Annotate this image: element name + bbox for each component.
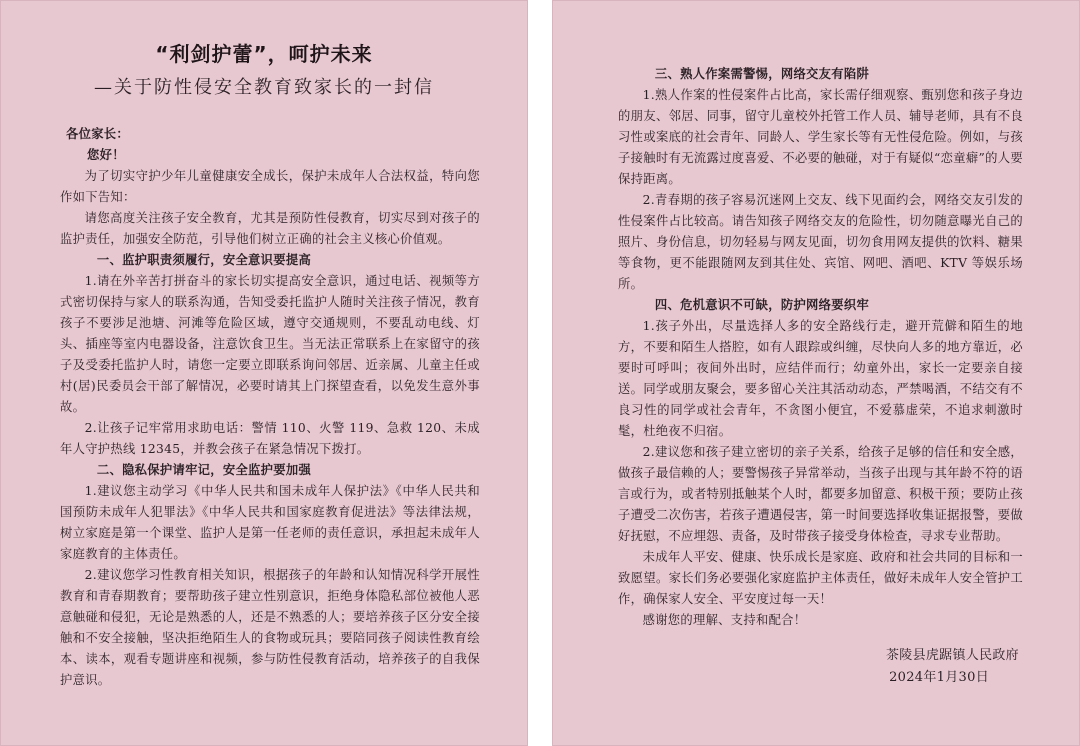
section-paragraph: 2.建议您学习性教育相关知识，根据孩子的年龄和认知情况科学开展性教育和青春期教育；要帮助孩子建立性别意识，拒绝身体隐私部位被他人恶意触碰和侵犯，无论是熟悉的人，还是不熟悉的人；要培养孩子区分安全接触和不安全接触，坚决拒绝陌生人的食物或玩具；要陪同孩子阅读性教育绘本、读本，观看专题讲座和视频，参与防性侵教育活动，培养孩子的自我保护意识。	[60, 568, 480, 687]
section-heading: 四、危机意识不可缺，防护网络要织牢	[654, 298, 870, 312]
letter-body-right	[618, 64, 1023, 689]
section-paragraph: 2.青春期的孩子容易沉迷网上交友、线下见面约会，网络交友引发的性侵案件占比较高。请告知孩子网络交友的危险性，切勿随意曝光自己的照片、身份信息，切勿轻易与网友见面，切勿食用网友提供的饮料、糖果等食物，更不能跟随网友到其住处、宾馆、网吧、酒吧、KTV 等娱乐场所。	[618, 193, 1023, 291]
intro-paragraph: 为了切实守护少年儿童健康安全成长，保护未成年人合法权益，特向您作如下告知：	[60, 169, 480, 204]
salutation: 各位家长：	[66, 127, 129, 141]
section-heading: 三、熟人作案需警惕，网络交友有陷阱	[654, 67, 870, 81]
section-heading: 二、隐私保护请牢记，安全监护要加强	[96, 463, 312, 477]
section-heading: 一、监护职责须履行，安全意识要提高	[96, 253, 312, 267]
greeting: 您好！	[87, 148, 125, 162]
section-paragraph: 1.熟人作案的性侵案件占比高，家长需仔细观察、甄别您和孩子身边的朋友、邻居、同事，留守儿童校外托管工作人员、辅导老师，具有不良习性或案底的社会青年、同龄人、学生家长等有无性侵危险。例如，与孩子接触时有无流露过度喜爱、不必要的触碰，对于有疑似“恋童癖”的人要保持距离。	[618, 88, 1023, 186]
section-paragraph: 1.建议您主动学习《中华人民共和国未成年人保护法》《中华人民共和国预防未成年人犯罪法》《中华人民共和国家庭教育促进法》等法律法规，树立家庭是第一个课堂、监护人是第一任老师的责任意识，承担起未成年人家庭教育的主体责任。	[60, 484, 480, 561]
section-paragraph: 1.孩子外出，尽量选择人多的安全路线行走，避开荒僻和陌生的地方，不要和陌生人搭腔，如有人跟踪或纠缠，尽快向人多的地方靠近，必要时可呼叫；夜间外出时，应结伴而行；幼童外出，家长一定要亲自接送。同学或朋友聚会，要多留心关注其活动动态，严禁喝酒，不结交有不良习性的同学或社会青年，不贪图小便宜，不爱慕虚荣，不追求刺激时髦，杜绝夜不归宿。	[618, 319, 1023, 438]
letter-body-left	[60, 124, 480, 691]
letter-title: “利剑护蕾”，呵护未来	[155, 42, 373, 66]
section-paragraph: 1.请在外辛苦打拼奋斗的家长切实提高安全意识，通过电话、视频等方式密切保持与家人的联系沟通，告知受委托监护人随时关注孩子情况，教育孩子不要涉足池塘、河滩等危险区域，遵守交通规则，不要乱动电线、灯头、插座等室内电器设备，注意饮食卫生。当无法正常联系上在家留守的孩子及受委托监护人时，请您一定要立即联系询问邻居、近亲属、儿童主任或村(居)民委员会干部了解情况，必要时请其上门探望查看，以免发生意外事故。	[60, 274, 480, 414]
section-paragraph: 2.建议您和孩子建立密切的亲子关系，给孩子足够的信任和安全感，做孩子最信赖的人；要警惕孩子异常举动，当孩子出现与其年龄不符的语言或行为，或者特别抵触某个人时，都要多加留意、积极干预；要防止孩子遭受二次伤害，若孩子遭遇侵害，第一时间要选择收集证据报警，要做好抚慰，不应埋怨、责备，及时带孩子接受身体检查，寻求专业帮助。	[618, 445, 1023, 543]
letter-subtitle: —关于防性侵安全教育致家长的一封信	[94, 77, 434, 98]
section-paragraph: 2.让孩子记牢常用求助电话：警情 110、火警 119、急救 120、未成年人守护热线 12345，并教会孩子在紧急情况下拨打。	[60, 421, 480, 456]
signature-date: 2024年1月30日	[889, 670, 989, 685]
closing-paragraph: 未成年人平安、健康、快乐成长是家庭、政府和社会共同的目标和一致愿望。家长们务必要强化家庭监护主体责任，做好未成年人安全管护工作，确保家人安全、平安度过每一天！	[618, 550, 1023, 606]
closing-thanks: 感谢您的理解、支持和配合！	[642, 613, 807, 627]
signature-org: 茶陵县虎踞镇人民政府	[885, 648, 1019, 663]
intro-paragraph: 请您高度关注孩子安全教育，尤其是预防性侵教育，切实尽到对孩子的监护责任，加强安全防范，引导他们树立正确的社会主义核心价值观。	[60, 211, 480, 246]
